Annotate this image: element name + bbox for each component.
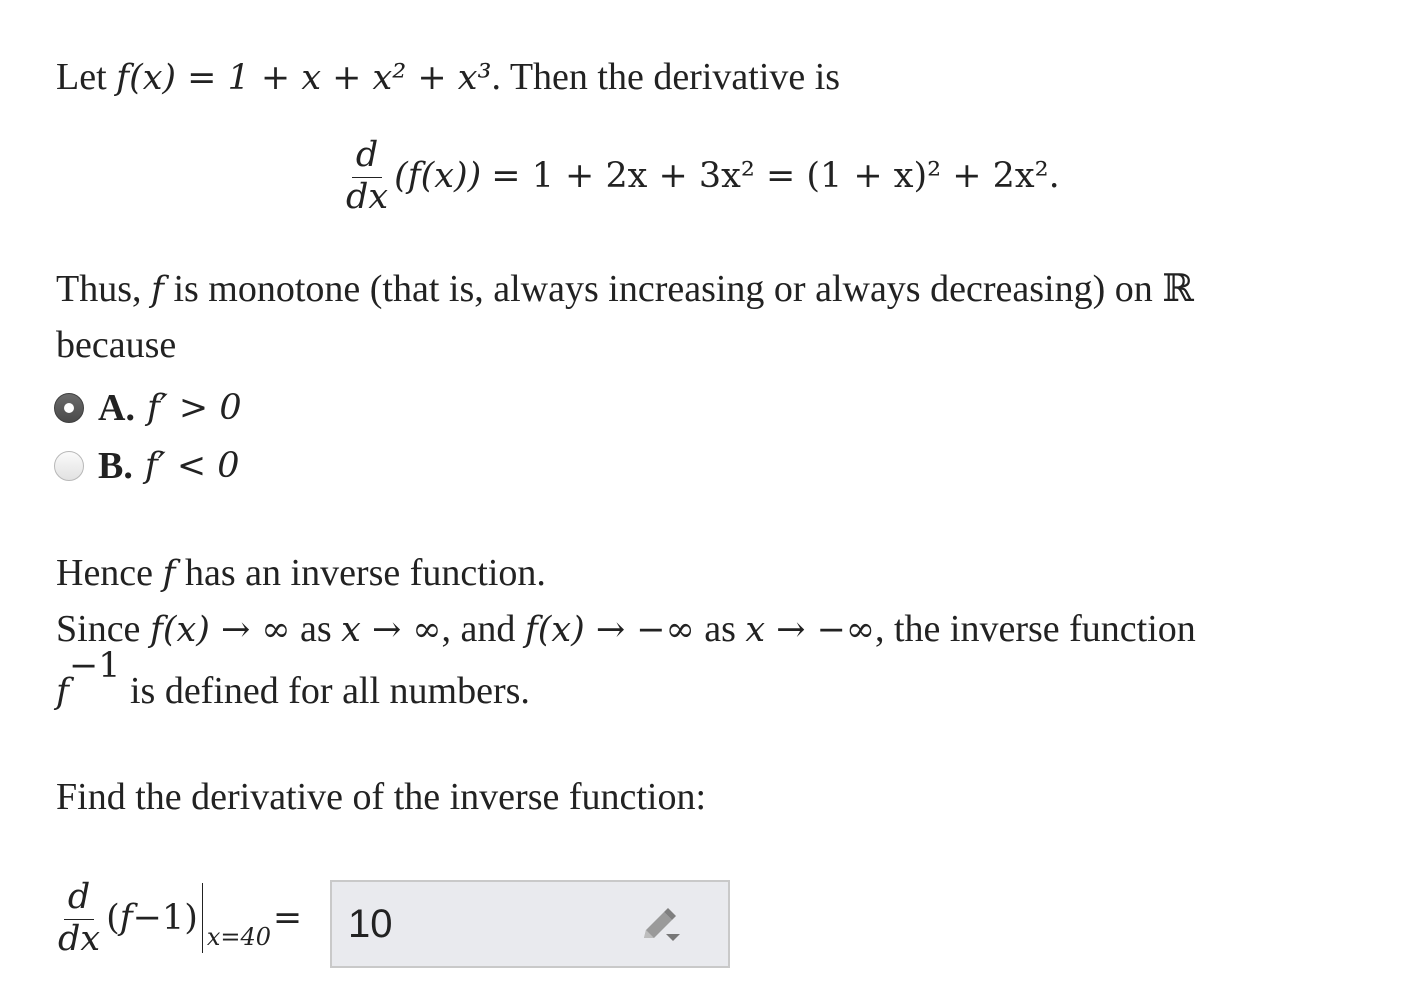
derivative-rhs: = 1 + 2x + 3x² = (1 + x)² + 2x².: [491, 156, 1060, 197]
derivative-equation: [346, 135, 1060, 217]
option-a[interactable]: A. f′ > 0: [54, 386, 242, 430]
inverse-derivative-operator: $\frac{d}{dx}$: [58, 877, 101, 959]
question-text: Find the derivative of the inverse function:: [56, 776, 707, 818]
function-definition: f(x) = 1 + x + x² + x³: [116, 58, 492, 98]
pencil-icon[interactable]: [640, 908, 682, 944]
derivative-argument: (f(x)): [394, 156, 482, 197]
monotone-line-2: because: [56, 324, 177, 366]
since-line: Since f(x) → ∞ as x → ∞, and f(x) → −∞ as x → −∞, the inverse function: [56, 608, 1196, 650]
answer-expression: $\frac{d}{dx}$ ( f −1 ) x=40 =: [58, 877, 303, 959]
radio-a-selected[interactable]: [54, 393, 84, 423]
defined-line: $f^{-1}$ is defined for all numbers.: [56, 646, 530, 713]
radio-b[interactable]: [54, 451, 84, 481]
option-b[interactable]: B. f′ < 0: [54, 444, 239, 488]
monotone-line-1: Thus, f is monotone (that is, always increasing or always decreasing) on ℝ: [56, 268, 1194, 310]
derivative-operator: $\frac{d}{dx}$: [346, 135, 389, 217]
answer-input[interactable]: [332, 901, 630, 948]
evaluation-bar: x=40: [202, 883, 273, 953]
intro-line: Let f(x) = 1 + x + x² + x³. Then the derivative is: [56, 56, 841, 98]
answer-field[interactable]: [330, 880, 730, 968]
reals-symbol: ℝ: [1162, 268, 1194, 310]
hence-line: Hence f has an inverse function.: [56, 552, 546, 594]
